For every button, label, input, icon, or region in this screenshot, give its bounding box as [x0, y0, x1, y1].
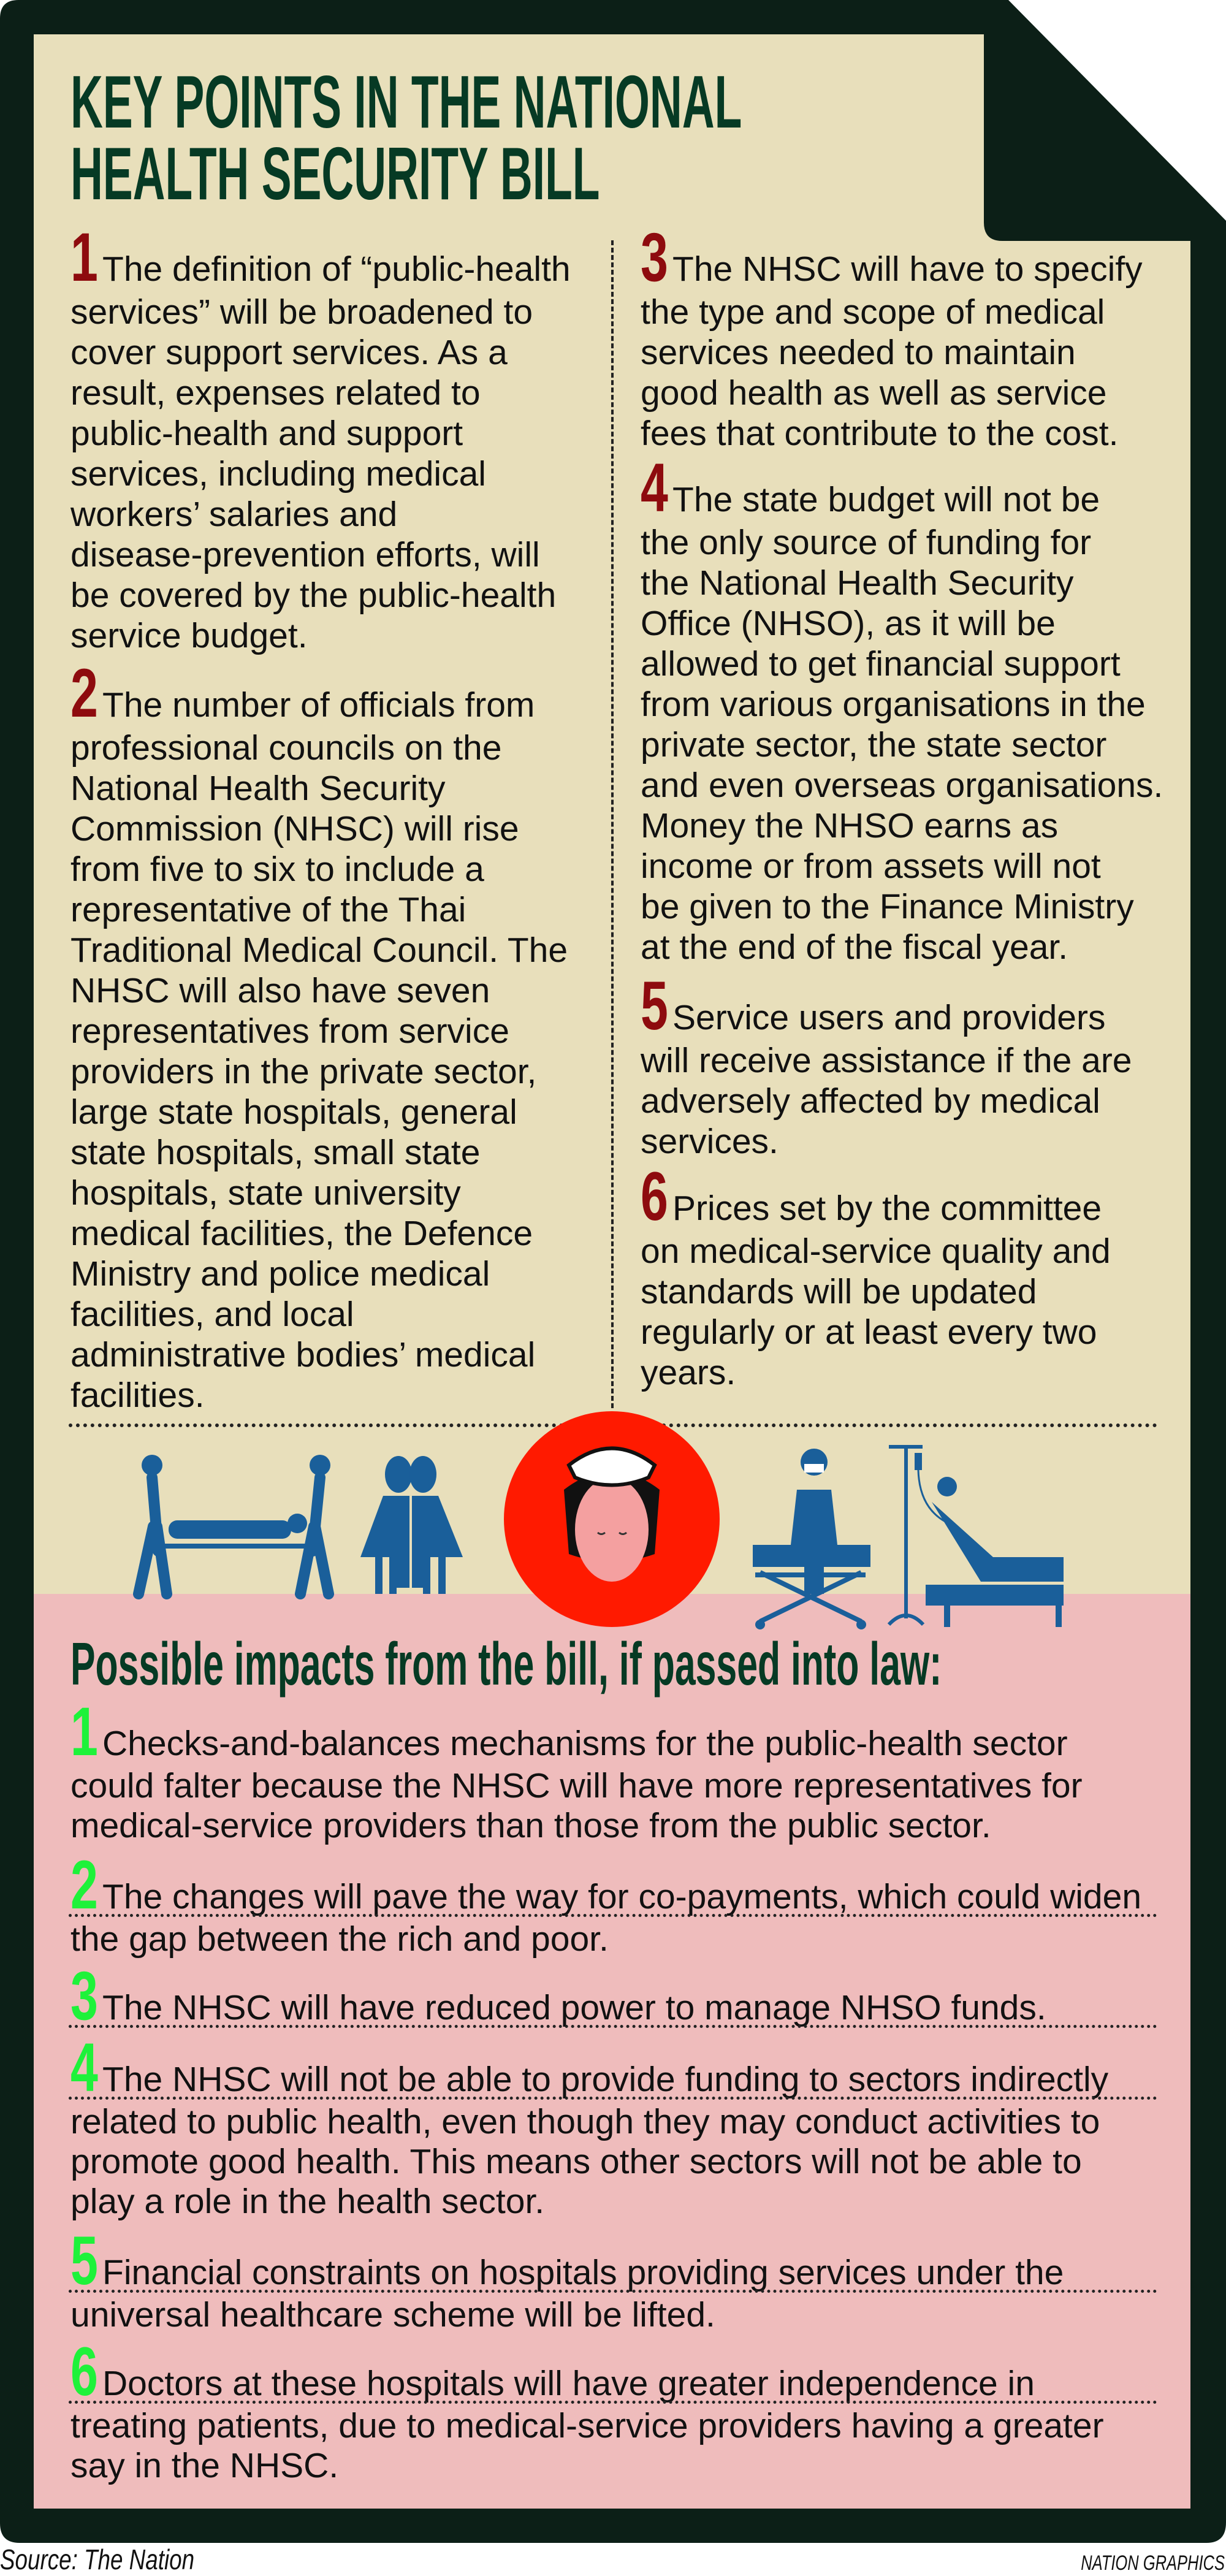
- item-line: [70, 1051, 568, 1092]
- item-text: The state budget will not be: [672, 480, 1100, 519]
- item-text: the gap between the rich and poor.: [70, 1919, 609, 1959]
- item-line: [641, 806, 1163, 846]
- item-text: medical facilities, the Defence: [70, 1214, 533, 1253]
- item-line: [641, 846, 1163, 886]
- item-number: [70, 1693, 102, 1770]
- item-line: [70, 615, 571, 656]
- item-text: services, including medical: [70, 454, 486, 493]
- item-line: [70, 1846, 1142, 1923]
- item-text: be covered by the public-health: [70, 576, 557, 615]
- item-text: large state hospitals, general: [70, 1092, 517, 1132]
- item-number-text: 3: [641, 219, 668, 295]
- item-text: professional councils on the: [70, 728, 502, 768]
- impacts-heading: Possible impacts from the bill, if passed into law:: [70, 1630, 942, 1698]
- item-line: [70, 1806, 1083, 1846]
- item-text: standards will be updated: [641, 1272, 1037, 1311]
- item-line: [641, 927, 1163, 967]
- item-line: [70, 1335, 568, 1375]
- item-line: [70, 1132, 568, 1173]
- item-text: services” will be broadened to: [70, 292, 533, 332]
- item-number-text: 1: [70, 1693, 98, 1770]
- item-text: service budget.: [70, 616, 308, 655]
- item-number-text: 3: [70, 1957, 98, 2034]
- item-text: on medical-service quality and: [641, 1232, 1111, 1271]
- item-line: [70, 2406, 1104, 2446]
- item-number-text: 5: [70, 2222, 98, 2299]
- item-line: [641, 1231, 1111, 1271]
- item-text: medical-service providers than those from the public sector.: [70, 1806, 991, 1845]
- item-line: [70, 2295, 1064, 2335]
- item-number: [641, 967, 672, 1044]
- item-line: [641, 603, 1163, 644]
- item-text: say in the NHSC.: [70, 2446, 339, 2485]
- item-line: [70, 575, 571, 615]
- doctor-on-bed-icon: [753, 1449, 870, 1629]
- item-text: universal healthcare scheme will be lifted.: [70, 2295, 715, 2334]
- item-line: [641, 1158, 1111, 1235]
- item-text: and even overseas organisations.: [641, 766, 1163, 805]
- item-line: [641, 563, 1163, 603]
- item-line: [641, 219, 1143, 295]
- item-text: NHSC will also have seven: [70, 971, 490, 1010]
- item-text: promote good health. This means other sectors will not be able to: [70, 2142, 1082, 2181]
- nurse-icon: [504, 1411, 720, 1627]
- item-text: will receive assistance if the are: [641, 1041, 1132, 1080]
- item-text: Money the NHSO earns as: [641, 806, 1059, 845]
- item-line: [70, 1213, 568, 1254]
- item-text: could falter because the NHSC will have more representatives for: [70, 1766, 1083, 1805]
- item-text: The number of officials from: [102, 685, 535, 725]
- item-text: services needed to maintain: [641, 333, 1076, 372]
- stretcher-icon: [139, 1455, 330, 1594]
- item-line: [70, 728, 568, 768]
- item-number: [70, 219, 102, 295]
- item-number-text: 2: [70, 1846, 98, 1923]
- item-text: The changes will pave the way for co-payments, which could widen: [102, 1877, 1142, 1916]
- item-number: [70, 1957, 102, 2034]
- list-item: [70, 655, 568, 1416]
- item-number: [70, 655, 102, 731]
- item-text: The NHSC will not be able to provide funding to sectors indirectly: [102, 2060, 1109, 2099]
- item-line: [641, 725, 1163, 765]
- item-line: [641, 413, 1143, 454]
- item-text: The NHSC will have reduced power to manage NHSO funds.: [102, 1988, 1046, 2027]
- item-text: Office (NHSO), as it will be: [641, 604, 1056, 643]
- item-line: [641, 644, 1163, 684]
- list-item: [70, 219, 571, 656]
- item-number: [70, 2222, 102, 2299]
- dotted-underline: [69, 1914, 1157, 1917]
- couple-icon: [360, 1456, 463, 1594]
- dotted-underline: [69, 2290, 1157, 2293]
- item-text: administrative bodies’ medical: [70, 1335, 536, 1374]
- item-text: good health as well as service: [641, 373, 1107, 413]
- item-text: Traditional Medical Council. The: [70, 931, 568, 970]
- item-text: Commission (NHSC) will rise: [70, 809, 519, 848]
- item-text: allowed to get financial support: [641, 644, 1121, 684]
- item-line: [70, 1693, 1083, 1770]
- item-text: fees that contribute to the cost.: [641, 414, 1119, 453]
- item-text: the type and scope of medical: [641, 292, 1105, 332]
- item-number: [70, 1846, 102, 1923]
- illustration-row: [0, 1404, 1226, 1637]
- item-line: [70, 2142, 1108, 2182]
- item-number-text: 6: [70, 2333, 98, 2410]
- item-line: [641, 292, 1143, 332]
- item-text: treating patients, due to medical-service providers having a greater: [70, 2406, 1104, 2445]
- item-text: workers’ salaries and: [70, 495, 398, 534]
- graphics-credit: NATION GRAPHICS: [1081, 2551, 1225, 2575]
- item-number: [70, 2333, 102, 2410]
- item-line: [70, 373, 571, 413]
- item-text: Checks-and-balances mechanisms for the public-health sector: [102, 1724, 1068, 1763]
- item-text: the only source of funding for: [641, 523, 1092, 562]
- item-number: [641, 219, 672, 295]
- item-line: [70, 2222, 1064, 2299]
- item-line: [70, 494, 571, 535]
- item-line: [70, 1254, 568, 1294]
- item-text: related to public health, even though they may conduct activities to: [70, 2102, 1100, 2141]
- dotted-underline: [69, 2401, 1157, 2404]
- list-item: [70, 1957, 1046, 2034]
- item-line: [641, 886, 1163, 927]
- item-number: [641, 449, 672, 526]
- item-text: Financial constraints on hospitals providing services under the: [102, 2253, 1064, 2292]
- item-line: [70, 219, 571, 295]
- item-text: Ministry and police medical: [70, 1254, 490, 1294]
- item-number-text: 6: [641, 1158, 668, 1235]
- item-text: adversely affected by medical: [641, 1081, 1100, 1121]
- item-text: Prices set by the committee: [672, 1189, 1102, 1228]
- item-text: from five to six to include a: [70, 850, 484, 889]
- item-line: [70, 413, 571, 454]
- list-item: [641, 967, 1132, 1162]
- item-line: [70, 2029, 1109, 2106]
- item-text: private sector, the state sector: [641, 725, 1107, 764]
- dotted-underline: [69, 2097, 1157, 2100]
- item-line: [641, 1081, 1132, 1121]
- item-text: facilities.: [70, 1376, 205, 1415]
- item-line: [641, 1312, 1111, 1352]
- list-item: [641, 219, 1143, 454]
- item-number-text: 4: [70, 2029, 98, 2106]
- item-line: [641, 1271, 1111, 1312]
- item-text: be given to the Finance Ministry: [641, 887, 1134, 926]
- column-divider: [611, 240, 614, 1408]
- list-item: [70, 2333, 1104, 2486]
- item-text: services.: [641, 1122, 779, 1161]
- item-text: representative of the Thai: [70, 890, 466, 929]
- item-line: [641, 332, 1143, 373]
- item-line: [70, 655, 568, 731]
- item-number-text: 4: [641, 449, 668, 526]
- item-text: play a role in the health sector.: [70, 2182, 545, 2221]
- list-item: [70, 1693, 1083, 1846]
- item-line: [641, 684, 1163, 725]
- item-line: [70, 1294, 568, 1335]
- item-text: public-health and support: [70, 414, 463, 453]
- item-line: [70, 809, 568, 849]
- item-number: [641, 1158, 672, 1235]
- item-line: [70, 535, 571, 575]
- item-number-text: 1: [70, 219, 98, 295]
- item-line: [641, 522, 1163, 563]
- item-line: [70, 2333, 1104, 2410]
- item-text: the National Health Security: [641, 563, 1074, 603]
- item-text: state hospitals, small state: [70, 1133, 481, 1172]
- item-text: representatives from service: [70, 1012, 509, 1051]
- item-line: [70, 890, 568, 930]
- item-text: Doctors at these hospitals will have greater independence in: [102, 2364, 1035, 2403]
- item-text: The NHSC will have to specify: [672, 250, 1143, 289]
- item-text: result, expenses related to: [70, 373, 481, 413]
- item-line: [70, 332, 571, 373]
- item-line: [70, 1011, 568, 1051]
- item-line: [70, 2446, 1104, 2486]
- item-line: [641, 373, 1143, 413]
- item-line: [70, 849, 568, 890]
- item-text: providers in the private sector,: [70, 1052, 537, 1091]
- item-line: [70, 930, 568, 970]
- item-line: [70, 1957, 1046, 2034]
- item-line: [641, 967, 1132, 1044]
- item-text: National Health Security: [70, 769, 446, 808]
- item-text: The definition of “public-health: [102, 250, 571, 289]
- item-text: at the end of the fiscal year.: [641, 928, 1068, 967]
- item-number-text: 2: [70, 655, 98, 731]
- item-line: [641, 765, 1163, 806]
- list-item: [70, 1846, 1142, 1959]
- item-line: [70, 1766, 1083, 1806]
- source-credit: Source: The Nation: [0, 2544, 195, 2575]
- item-text: regularly or at least every two: [641, 1313, 1097, 1352]
- item-number: [70, 2029, 102, 2106]
- item-line: [641, 1040, 1132, 1081]
- item-number-text: 5: [641, 967, 668, 1044]
- item-line: [70, 970, 568, 1011]
- item-line: [70, 768, 568, 809]
- item-line: [641, 1121, 1132, 1162]
- list-item: [70, 2222, 1064, 2335]
- item-line: [70, 454, 571, 494]
- item-text: Service users and providers: [672, 998, 1106, 1037]
- item-text: income or from assets will not: [641, 847, 1101, 886]
- item-line: [641, 449, 1163, 526]
- item-text: facilities, and local: [70, 1295, 354, 1334]
- item-line: [70, 2102, 1108, 2142]
- list-item: [70, 2029, 1109, 2222]
- item-text: cover support services. As a: [70, 333, 508, 372]
- item-text: disease-prevention efforts, will: [70, 535, 540, 574]
- item-text: hospitals, state university: [70, 1173, 461, 1213]
- item-line: [70, 1919, 1141, 1959]
- item-line: [70, 2182, 1108, 2222]
- list-item: [641, 1158, 1111, 1393]
- patient-with-iv-icon: [889, 1447, 1064, 1627]
- dotted-underline: [69, 2025, 1157, 2028]
- item-line: [70, 1173, 568, 1213]
- page-title: KEY POINTS IN THE NATIONAL HEALTH SECURITY BILL: [70, 60, 742, 215]
- item-line: [641, 1352, 1111, 1393]
- list-item: [641, 449, 1163, 967]
- item-text: from various organisations in the: [641, 685, 1146, 724]
- item-text: years.: [641, 1353, 736, 1392]
- item-line: [70, 292, 571, 332]
- item-line: [70, 1092, 568, 1132]
